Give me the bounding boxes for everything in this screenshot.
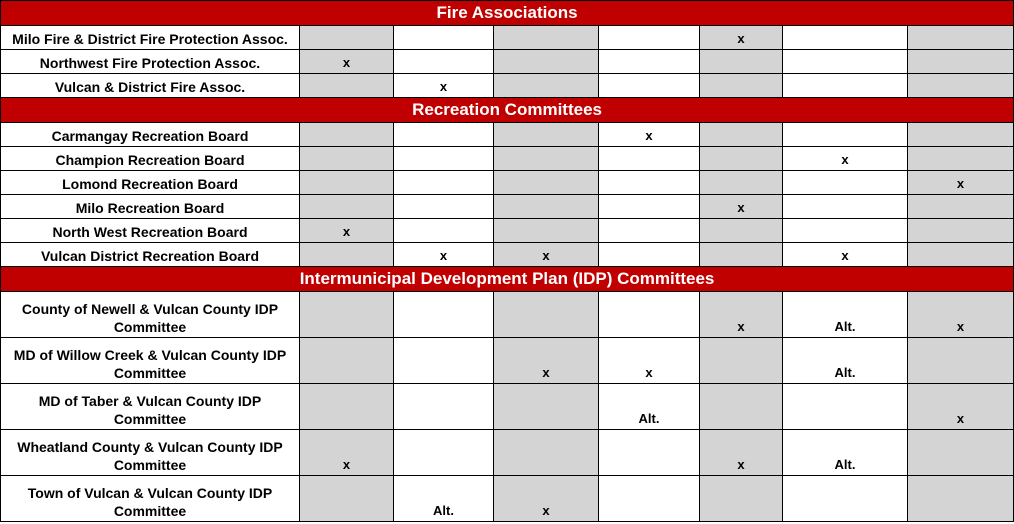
membership-cell: x: [908, 384, 1014, 430]
membership-cell: x: [908, 292, 1014, 338]
membership-cell: x: [300, 50, 394, 74]
membership-cell: [300, 292, 394, 338]
membership-cell: [700, 243, 783, 267]
membership-cell: [494, 384, 599, 430]
section-header-row: [1, 267, 1014, 292]
membership-cell: [700, 123, 783, 147]
membership-cell: [908, 195, 1014, 219]
section-title: Intermunicipal Development Plan (IDP) Committees: [1, 267, 1014, 292]
membership-cell: Alt.: [599, 384, 700, 430]
table-row: [1, 123, 1014, 147]
membership-cell: x: [300, 430, 394, 476]
membership-cell: [783, 123, 908, 147]
membership-cell: [394, 26, 494, 50]
section-title: Recreation Committees: [1, 98, 1014, 123]
membership-cell: [300, 74, 394, 98]
table-row: [1, 384, 1014, 430]
membership-cell: [599, 26, 700, 50]
membership-cell: x: [494, 338, 599, 384]
membership-cell: [783, 476, 908, 522]
membership-cell: [394, 219, 494, 243]
membership-cell: x: [599, 123, 700, 147]
section-title: Fire Associations: [1, 1, 1014, 26]
committee-name: Vulcan & District Fire Assoc.: [1, 74, 300, 98]
membership-cell: x: [394, 74, 494, 98]
table-row: [1, 338, 1014, 384]
membership-cell: [494, 123, 599, 147]
membership-cell: [599, 430, 700, 476]
membership-cell: Alt.: [783, 430, 908, 476]
committee-name: Lomond Recreation Board: [1, 171, 300, 195]
table-row: [1, 26, 1014, 50]
committee-name: County of Newell & Vulcan County IDP Committee: [1, 292, 300, 338]
membership-cell: [599, 195, 700, 219]
membership-cell: [700, 476, 783, 522]
membership-cell: [494, 74, 599, 98]
membership-cell: x: [783, 147, 908, 171]
membership-cell: [599, 147, 700, 171]
membership-cell: x: [599, 338, 700, 384]
committee-name: North West Recreation Board: [1, 219, 300, 243]
membership-cell: [494, 171, 599, 195]
membership-cell: x: [700, 292, 783, 338]
membership-cell: [394, 195, 494, 219]
committee-name: Milo Recreation Board: [1, 195, 300, 219]
membership-cell: [300, 243, 394, 267]
membership-cell: [700, 219, 783, 243]
membership-cell: [599, 476, 700, 522]
membership-cell: x: [394, 243, 494, 267]
table-row: [1, 430, 1014, 476]
membership-cell: Alt.: [783, 292, 908, 338]
membership-cell: [494, 430, 599, 476]
membership-cell: [700, 171, 783, 195]
membership-cell: [394, 430, 494, 476]
table-row: [1, 147, 1014, 171]
membership-cell: [908, 74, 1014, 98]
membership-cell: [394, 171, 494, 195]
membership-cell: [599, 171, 700, 195]
membership-cell: [700, 147, 783, 171]
membership-cell: [783, 219, 908, 243]
membership-cell: x: [700, 26, 783, 50]
committee-name: Milo Fire & District Fire Protection Assoc.: [1, 26, 300, 50]
membership-cell: [599, 243, 700, 267]
membership-cell: [300, 26, 394, 50]
membership-cell: [494, 50, 599, 74]
membership-cell: [908, 338, 1014, 384]
membership-cell: [394, 147, 494, 171]
membership-cell: x: [494, 476, 599, 522]
membership-cell: [908, 476, 1014, 522]
membership-cell: [494, 147, 599, 171]
table-row: [1, 476, 1014, 522]
membership-cell: [783, 74, 908, 98]
membership-cell: [300, 147, 394, 171]
committee-name: MD of Taber & Vulcan County IDP Committee: [1, 384, 300, 430]
membership-cell: [394, 338, 494, 384]
table-row: [1, 292, 1014, 338]
membership-cell: [494, 292, 599, 338]
membership-cell: [908, 219, 1014, 243]
membership-cell: [700, 74, 783, 98]
membership-cell: [494, 219, 599, 243]
membership-cell: [394, 292, 494, 338]
membership-cell: [494, 195, 599, 219]
membership-cell: [700, 384, 783, 430]
membership-cell: x: [700, 195, 783, 219]
membership-cell: [908, 147, 1014, 171]
membership-cell: [908, 243, 1014, 267]
membership-cell: [494, 26, 599, 50]
membership-cell: [394, 50, 494, 74]
committee-name: Champion Recreation Board: [1, 147, 300, 171]
section-header-row: [1, 98, 1014, 123]
membership-cell: [908, 430, 1014, 476]
membership-cell: [599, 74, 700, 98]
membership-cell: x: [783, 243, 908, 267]
membership-cell: [300, 123, 394, 147]
membership-cell: [908, 50, 1014, 74]
membership-cell: [599, 219, 700, 243]
membership-cell: x: [300, 219, 394, 243]
membership-cell: Alt.: [783, 338, 908, 384]
membership-cell: [700, 338, 783, 384]
membership-cell: [300, 195, 394, 219]
committee-name: Wheatland County & Vulcan County IDP Committee: [1, 430, 300, 476]
membership-cell: [908, 26, 1014, 50]
membership-cell: [300, 338, 394, 384]
membership-cell: [394, 123, 494, 147]
membership-cell: [300, 171, 394, 195]
committee-name: Town of Vulcan & Vulcan County IDP Committee: [1, 476, 300, 522]
table-row: [1, 171, 1014, 195]
table-row: [1, 195, 1014, 219]
membership-cell: [300, 384, 394, 430]
membership-cell: [300, 476, 394, 522]
membership-cell: [394, 384, 494, 430]
membership-cell: [599, 50, 700, 74]
membership-cell: [783, 384, 908, 430]
section-header-row: [1, 1, 1014, 26]
committee-name: Vulcan District Recreation Board: [1, 243, 300, 267]
table-row: [1, 219, 1014, 243]
membership-cell: [908, 123, 1014, 147]
membership-cell: [783, 195, 908, 219]
membership-cell: x: [908, 171, 1014, 195]
committee-name: MD of Willow Creek & Vulcan County IDP Committee: [1, 338, 300, 384]
membership-cell: [783, 50, 908, 74]
membership-cell: x: [494, 243, 599, 267]
membership-cell: x: [700, 430, 783, 476]
membership-cell: [783, 171, 908, 195]
committee-name: Northwest Fire Protection Assoc.: [1, 50, 300, 74]
committee-name: Carmangay Recreation Board: [1, 123, 300, 147]
membership-cell: [599, 292, 700, 338]
membership-cell: [700, 50, 783, 74]
table-row: [1, 74, 1014, 98]
membership-cell: [783, 26, 908, 50]
table-row: [1, 243, 1014, 267]
membership-cell: Alt.: [394, 476, 494, 522]
table-row: [1, 50, 1014, 74]
